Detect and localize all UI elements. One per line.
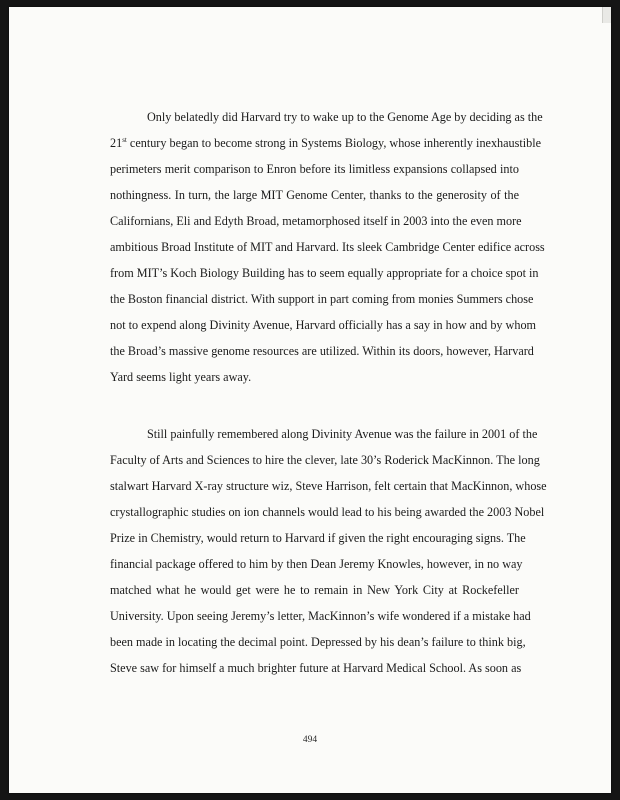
paragraph-1-line-9: not to expend along Divinity Avenue, Harvard officially has a say in how and by whom (110, 318, 537, 332)
ordinal-suffix: st (122, 136, 127, 144)
page-number: 494 (302, 735, 318, 745)
paragraph-2-line-2: Faculty of Arts and Sciences to hire the clever, late 30’s Roderick MacKinnon. The long (110, 453, 540, 467)
paragraph-2-line-7: matched what he would get were he to remain in New York City at Rockefeller (110, 583, 519, 597)
paper-corner-tab (602, 7, 611, 23)
paragraph-1 (110, 104, 545, 390)
paragraph-1-line-5: Californians, Eli and Edyth Broad, metamorphosed itself in 2003 into the even more (110, 214, 522, 228)
paragraph-2-line-10: Steve saw for himself a much brighter future at Harvard Medical School. As soon as (110, 661, 522, 675)
paragraph-2-line-5: Prize in Chemistry, would return to Harvard if given the right encouraging signs. The (110, 531, 526, 545)
paragraph-1-line-10: the Broad’s massive genome resources are utilized. Within its doors, however, Harvard (110, 344, 534, 358)
paragraph-2-line-3: stalwart Harvard X-ray structure wiz, Steve Harrison, felt certain that MacKinnon, whose (110, 479, 547, 493)
paper-sheet (9, 7, 611, 793)
line-2-remainder: century began to become strong in Systems Biology, whose inherently inexhaustible (126, 136, 542, 150)
paragraph-1-line-3: perimeters merit comparison to Enron before its limitless expansions collapsed into (110, 162, 519, 176)
paragraph-1-line-8: the Boston financial district. With support in part coming from monies Summers chose (110, 292, 534, 306)
ordinal-number: 21 (110, 136, 123, 150)
paragraph-2-line-1: Still painfully remembered along Divinity Avenue was the failure in 2001 of the (147, 427, 538, 441)
paragraph-1-line-7: from MIT’s Koch Biology Building has to seem equally appropriate for a choice spot in (110, 266, 539, 280)
paragraph-1-line-2 (110, 130, 542, 156)
paragraph-2-line-9: been made in locating the decimal point. Depressed by his dean’s failure to think big, (110, 635, 526, 649)
paragraph-2-line-8: University. Upon seeing Jeremy’s letter, MacKinnon’s wife wondered if a mistake had (110, 609, 531, 623)
paragraph-1-line-11: Yard seems light years away. (110, 370, 252, 384)
paragraph-1-line-6: ambitious Broad Institute of MIT and Harvard. Its sleek Cambridge Center edifice across (110, 240, 545, 254)
paragraph-2-line-4: crystallographic studies on ion channels would lead to his being awarded the 2003 Nobel (110, 505, 545, 519)
paragraph-1-line-4: nothingness. In turn, the large MIT Genome Center, thanks to the generosity of the (110, 188, 519, 202)
paragraph-1-line-1: Only belatedly did Harvard try to wake up to the Genome Age by deciding as the (147, 110, 543, 124)
paragraph-2 (110, 421, 547, 681)
paragraph-2-line-6: financial package offered to him by then Dean Jeremy Knowles, however, in no way (110, 557, 523, 571)
